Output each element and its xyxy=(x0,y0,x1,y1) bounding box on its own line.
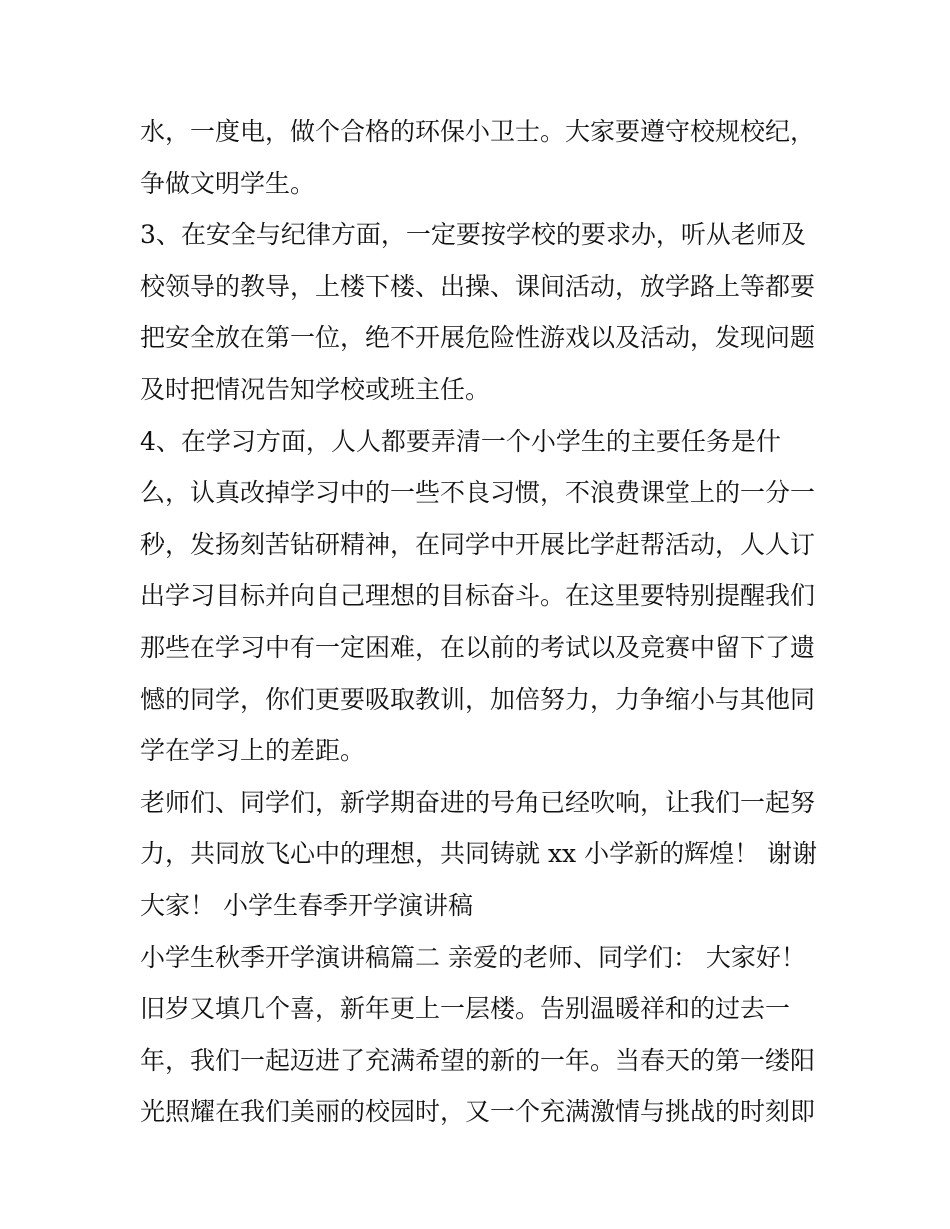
text-line: 3、在安全与纪律方面，一定要按学校的要求办，听从老师及 xyxy=(140,220,806,250)
text-line: 年，我们一起迈进了充满希望的新的一年。当春天的第一缕阳 xyxy=(140,1045,816,1075)
text-line: 学在学习上的差距。 xyxy=(140,736,366,766)
text-line: 小学生秋季开学演讲稿篇二 亲爱的老师、同学们： 大家好！ xyxy=(140,942,806,972)
text-line: 那些在学习中有一定困难，在以前的考试以及竞赛中留下了遗 xyxy=(140,632,816,662)
text-line: 老师们、同学们，新学期奋进的号角已经吹响，让我们一起努 xyxy=(140,787,816,817)
text-line: 力，共同放飞心中的理想，共同铸就 xx 小学新的辉煌！ 谢谢 xyxy=(140,839,818,869)
text-line: 水，一度电，做个合格的环保小卫士。大家要遵守校规校纪， xyxy=(140,117,816,146)
text-line: 憾的同学，你们更要吸取教训，加倍努力，力争缩小与其他同 xyxy=(140,684,816,714)
text-line: 4、在学习方面，人人都要弄清一个小学生的主要任务是什 xyxy=(140,426,781,456)
text-line: 光照耀在我们美丽的校园时，又一个充满激情与挑战的时刻即 xyxy=(140,1097,816,1127)
text-line: 争做文明学生。 xyxy=(140,168,316,198)
text-line: 校领导的教导，上楼下楼、出操、课间活动，放学路上等都要 xyxy=(140,271,816,301)
speech-text xyxy=(140,106,820,1138)
text-line: 及时把情况告知学校或班主任。 xyxy=(140,374,491,404)
text-line: 么，认真改掉学习中的一些不良习惯，不浪费课堂上的一分一 xyxy=(140,478,816,508)
text-line: 秒，发扬刻苦钻研精神，在同学中开展比学赶帮活动，人人订 xyxy=(140,529,816,559)
text-line: 把安全放在第一位，绝不开展危险性游戏以及活动，发现问题 xyxy=(140,323,816,353)
text-line: 大家！ 小学生春季开学演讲稿 xyxy=(140,890,473,920)
text-line: 出学习目标并向自己理想的目标奋斗。在这里要特别提醒我们 xyxy=(140,581,816,611)
text-line: 旧岁又填几个喜，新年更上一层楼。告别温暖祥和的过去一 xyxy=(140,994,791,1024)
